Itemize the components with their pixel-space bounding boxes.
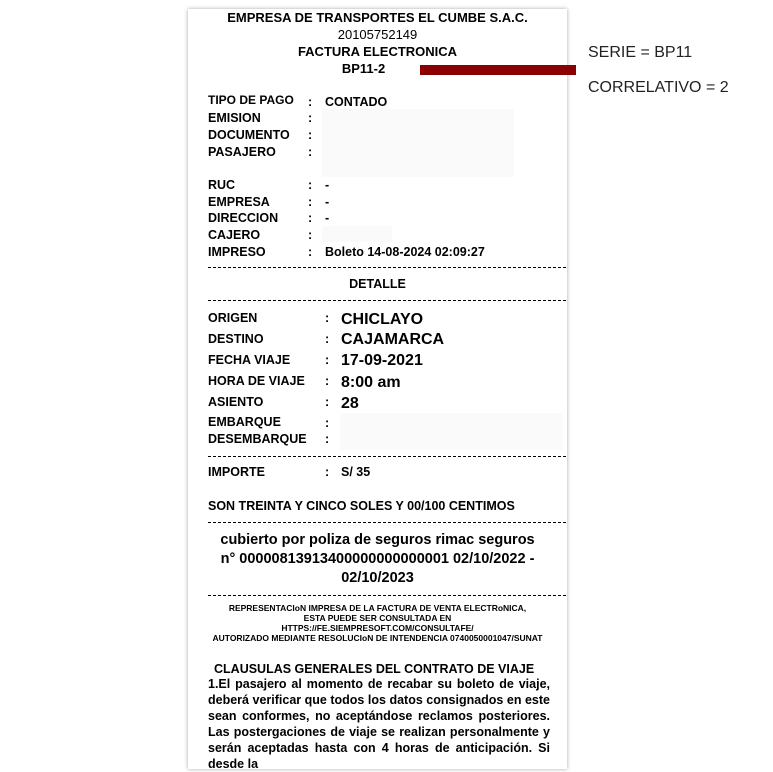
colon: : xyxy=(325,374,330,388)
seguro-line-2: n° 00000813913400000000000001 02/10/2022 - xyxy=(220,551,535,567)
colon: : xyxy=(308,245,313,259)
colon: : xyxy=(308,195,313,209)
colon: : xyxy=(325,416,330,430)
son-text: SON TREINTA Y CINCO SOLES Y 00/100 CENTIMOS xyxy=(208,499,515,513)
colon: : xyxy=(325,465,330,479)
divider xyxy=(208,456,566,457)
colon: : xyxy=(325,332,330,346)
legal-line-4: AUTORIZADO MEDIANTE RESOLUCIoN DE INTENDENCIA 0740050001047/SUNAT xyxy=(212,633,543,643)
document-number: BP11-2 xyxy=(341,61,386,76)
redaction-marker xyxy=(420,65,576,75)
divider xyxy=(208,595,566,596)
colon: : xyxy=(308,228,313,242)
clausulas-text: 1.El pasajero al momento de recabar su boleto de viaje, deberá verificar que todos los datos consignados en este sean conformes, no aceptándose reclamos posteriores. Las postergaciones de viaje se realizan personalmente y serán aceptadas hasta con 4 horas de anticipación. Si desde la xyxy=(208,677,550,771)
legal-line-3: HTTPS://FE.SIEMPRESOFT.COM/CONSULTAFE/ xyxy=(281,623,474,633)
company-name: EMPRESA DE TRANSPORTES EL CUMBE S.A.C. xyxy=(227,10,528,25)
colon: : xyxy=(325,311,330,325)
colon: : xyxy=(308,128,313,142)
redacted-area xyxy=(340,413,562,450)
redacted-area xyxy=(322,109,514,177)
detalle-title: DETALLE xyxy=(349,277,406,291)
desembarque-label: DESEMBARQUE xyxy=(208,432,307,446)
clausulas-title: CLAUSULAS GENERALES DEL CONTRATO DE VIAJE xyxy=(214,662,535,676)
seguro-line-1: cubierto por poliza de seguros rimac seguros xyxy=(220,532,535,548)
divider xyxy=(208,522,566,523)
fecha-viaje-label: FECHA VIAJE xyxy=(208,353,291,367)
documento-label: DOCUMENTO xyxy=(208,128,290,142)
direccion-value: - xyxy=(325,211,330,225)
pasajero-label: PASAJERO xyxy=(208,145,276,159)
colon: : xyxy=(308,95,313,109)
document-type: FACTURA ELECTRONICA xyxy=(297,44,458,59)
tipo-pago-value: CONTADO xyxy=(325,95,388,109)
colon: : xyxy=(325,432,330,446)
serie-note: SERIE = BP11 xyxy=(588,44,693,61)
importe-value: S/ 35 xyxy=(341,465,371,479)
origen-label: ORIGEN xyxy=(208,311,258,325)
cajero-label: CAJERO xyxy=(208,228,261,242)
impreso-label: IMPRESO xyxy=(208,245,266,259)
correlativo-note: CORRELATIVO = 2 xyxy=(588,79,729,96)
legal-line-1: REPRESENTACIoN IMPRESA DE LA FACTURA DE VENTA ELECTRoNICA, xyxy=(228,603,527,613)
colon: : xyxy=(325,395,330,409)
seguro-line-3: 02/10/2023 xyxy=(341,570,414,586)
tipo-pago-label: TIPO DE PAGO xyxy=(208,93,294,107)
fecha-viaje-value: 17-09-2021 xyxy=(341,352,423,369)
colon: : xyxy=(325,353,330,367)
destino-value: CAJAMARCA xyxy=(341,331,445,348)
divider xyxy=(208,300,566,301)
emision-label: EMISION xyxy=(208,111,261,125)
legal-line-2: ESTA PUEDE SER CONSULTADA EN xyxy=(303,613,452,623)
origen-value: CHICLAYO xyxy=(341,311,424,328)
impreso-value: Boleto 14-08-2024 02:09:27 xyxy=(325,245,485,259)
empresa-value: - xyxy=(325,195,330,209)
embarque-label: EMBARQUE xyxy=(208,415,281,429)
destino-label: DESTINO xyxy=(208,332,264,346)
colon: : xyxy=(308,111,313,125)
direccion-label: DIRECCION xyxy=(208,211,279,225)
company-ruc: 20105752149 xyxy=(337,27,418,42)
asiento-label: ASIENTO xyxy=(208,395,264,409)
colon: : xyxy=(308,145,313,159)
invoice-receipt xyxy=(188,9,567,769)
ruc-label: RUC xyxy=(208,178,236,192)
divider xyxy=(208,267,566,268)
ruc-value: - xyxy=(325,178,330,192)
hora-viaje-value: 8:00 am xyxy=(341,374,401,391)
redacted-area xyxy=(322,226,392,242)
importe-label: IMPORTE xyxy=(208,465,265,479)
colon: : xyxy=(308,211,313,225)
colon: : xyxy=(308,178,313,192)
empresa-label: EMPRESA xyxy=(208,195,270,209)
asiento-value: 28 xyxy=(341,395,359,412)
hora-viaje-label: HORA DE VIAJE xyxy=(208,374,305,388)
